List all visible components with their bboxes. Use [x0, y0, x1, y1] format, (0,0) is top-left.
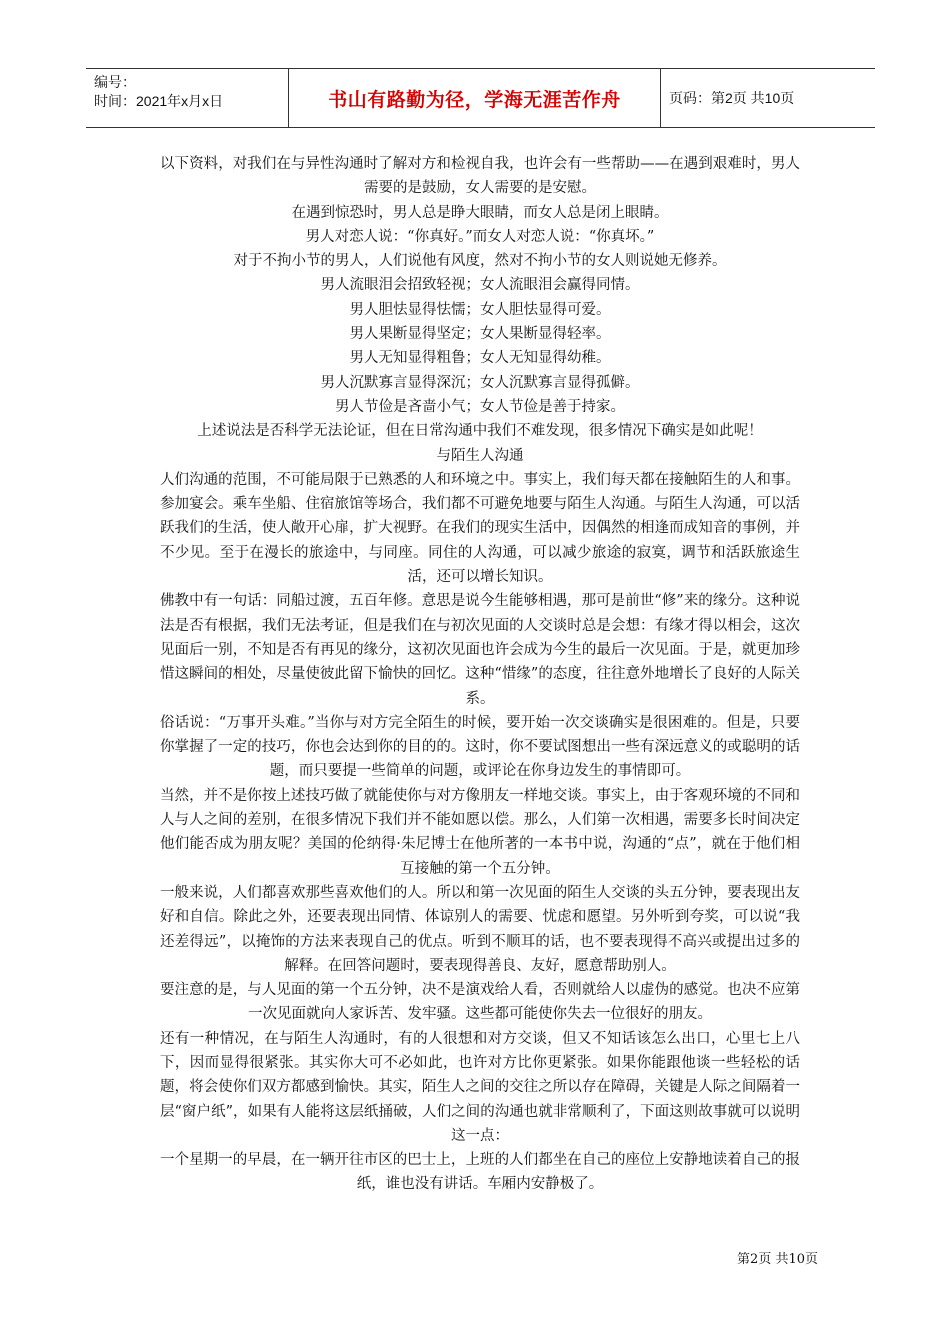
paragraph: 还有一种情况，在与陌生人沟通时，有的人很想和对方交谈，但又不知话该怎么出口，心里七上八下，因而显得很紧张。其实你大可不必如此，也许对方比你更紧张。如果你能跟他谈一些轻松的话题，将会使你们双方都感到愉快。其实，陌生人之间的交往之所以存在障碍，关键是人际之间隔着一层“窗户纸”，如果有人能将这层纸捅破，人们之间的沟通也就非常顺利了，下面这则故事就可以说明这一点：: [160, 1030, 800, 1144]
header-motto: 书山有路勤为径，学海无涯苦作舟: [289, 69, 661, 127]
paragraph: 男人胆怯显得怯懦；女人胆怯显得可爱。: [349, 301, 611, 318]
paragraph: 对于不拘小节的男人，人们说他有风度，然对不拘小节的女人则说她无修养。: [233, 253, 727, 270]
document-body: [160, 152, 800, 1197]
paragraph: 一般来说，人们都喜欢那些喜欢他们的人。所以和第一次见面的陌生人交谈的头五分钟，要表现出友好和自信。除此之外，还要表现出同情、体谅别人的需要、忧虑和愿望。另外听到夸奖，可以说“我还差得远”，以掩饰的方法来表现自己的优点。听到不顺耳的话，也不要表现得不高兴或提出过多的解释。在回答问题时，要表现得善良、友好，愿意帮助别人。: [160, 884, 800, 974]
paragraph: 男人果断显得坚定；女人果断显得轻率。: [349, 326, 611, 343]
paragraph: 男人对恋人说：“你真好。”而女人对恋人说：“你真坏。”: [305, 228, 655, 245]
number-label: 编号：: [94, 74, 136, 90]
paragraph: 当然，并不是你按上述技巧做了就能使你与对方像朋友一样地交谈。事实上，由于客观环境的不同和人与人之间的差别，在很多情况下我们并不能如愿以偿。那么，人们第一次相遇，需要多长时间决定他们能否成为朋友呢？美国的伦纳得·朱尼博士在他所著的一本书中说，沟通的“点”，就在于他们相互接触的第一个五分钟。: [160, 787, 800, 877]
page-footer: 第2页 共10页: [737, 1252, 818, 1267]
paragraph: 人们沟通的范围，不可能局限于已熟悉的人和环境之中。事实上，我们每天都在接触陌生的人和事。参加宴会。乘车坐船、住宿旅馆等场合，我们都不可避免地要与陌生人沟通。与陌生人沟通，可以活跃我们的生活，使人敞开心扉，扩大视野。在我们的现实生活中，因偶然的相逢而成知音的事例，并不少见。至于在漫长的旅途中，与同座。同住的人沟通，可以减少旅途的寂寞，调节和活跃旅途生活，还可以增长知识。: [160, 471, 800, 586]
paragraph: 在遇到惊恐时，男人总是睁大眼睛，而女人总是闭上眼睛。: [291, 204, 669, 221]
header-meta: [86, 69, 289, 127]
paragraph: 男人节俭是吝啬小气；女人节俭是善于持家。: [335, 398, 625, 415]
paragraph: 男人流眼泪会招致轻视；女人流眼泪会赢得同情。: [320, 277, 640, 294]
paragraph: 要注意的是，与人见面的第一个五分钟，决不是演戏给人看，否则就给人以虚伪的感觉。也决不应第一次见面就向人家诉苦、发牢骚。这些都可能使你失去一位很好的朋友。: [160, 982, 800, 1023]
paragraph: 以下资料，对我们在与异性沟通时了解对方和检视自我，也许会有一些帮助——在遇到艰难时，男人需要的是鼓励，女人需要的是安慰。: [160, 156, 800, 197]
paragraph: 男人无知显得粗鲁；女人无知显得幼稚。: [349, 350, 611, 367]
header-page-number: 页码：第2页 共10页: [669, 90, 795, 106]
paragraph: 佛教中有一句话：同船过渡，五百年修。意思是说今生能够相遇，那可是前世“修”来的缘分。这种说法是否有根据，我们无法考证，但是我们在与初次见面的人交谈时总是会想：有缘才得以相会，这次见面后一别，不知是否有再见的缘分，这初次见面也许会成为今生的最后一次见面。于是，就更加珍惜这瞬间的相处，尽量使彼此留下愉快的回忆。这种“惜缘”的态度，往往意外地增长了良好的人际关系。: [160, 593, 800, 707]
page-header: [86, 68, 875, 128]
section-heading: 与陌生人沟通: [436, 447, 524, 464]
time-label: 时间：2021年x月x日: [94, 93, 224, 109]
paragraph: 上述说法是否科学无法论证，但在日常沟通中我们不难发现，很多情况下确实是如此呢！: [197, 423, 763, 440]
paragraph: 俗话说：“万事开头难。”当你与对方完全陌生的时候，要开始一次交谈确实是很困难的。但是，只要你掌握了一定的技巧，你也会达到你的目的的。这时，你不要试图想出一些有深远意义的或聪明的话题，而只要提一些简单的问题，或评论在你身边发生的事情即可。: [160, 714, 800, 780]
paragraph: 一个星期一的早晨，在一辆开往市区的巴士上，上班的人们都坐在自己的座位上安静地读着自己的报纸，谁也没有讲话。车厢内安静极了。: [160, 1152, 800, 1193]
paragraph: 男人沉默寡言显得深沉；女人沉默寡言显得孤僻。: [320, 374, 640, 391]
